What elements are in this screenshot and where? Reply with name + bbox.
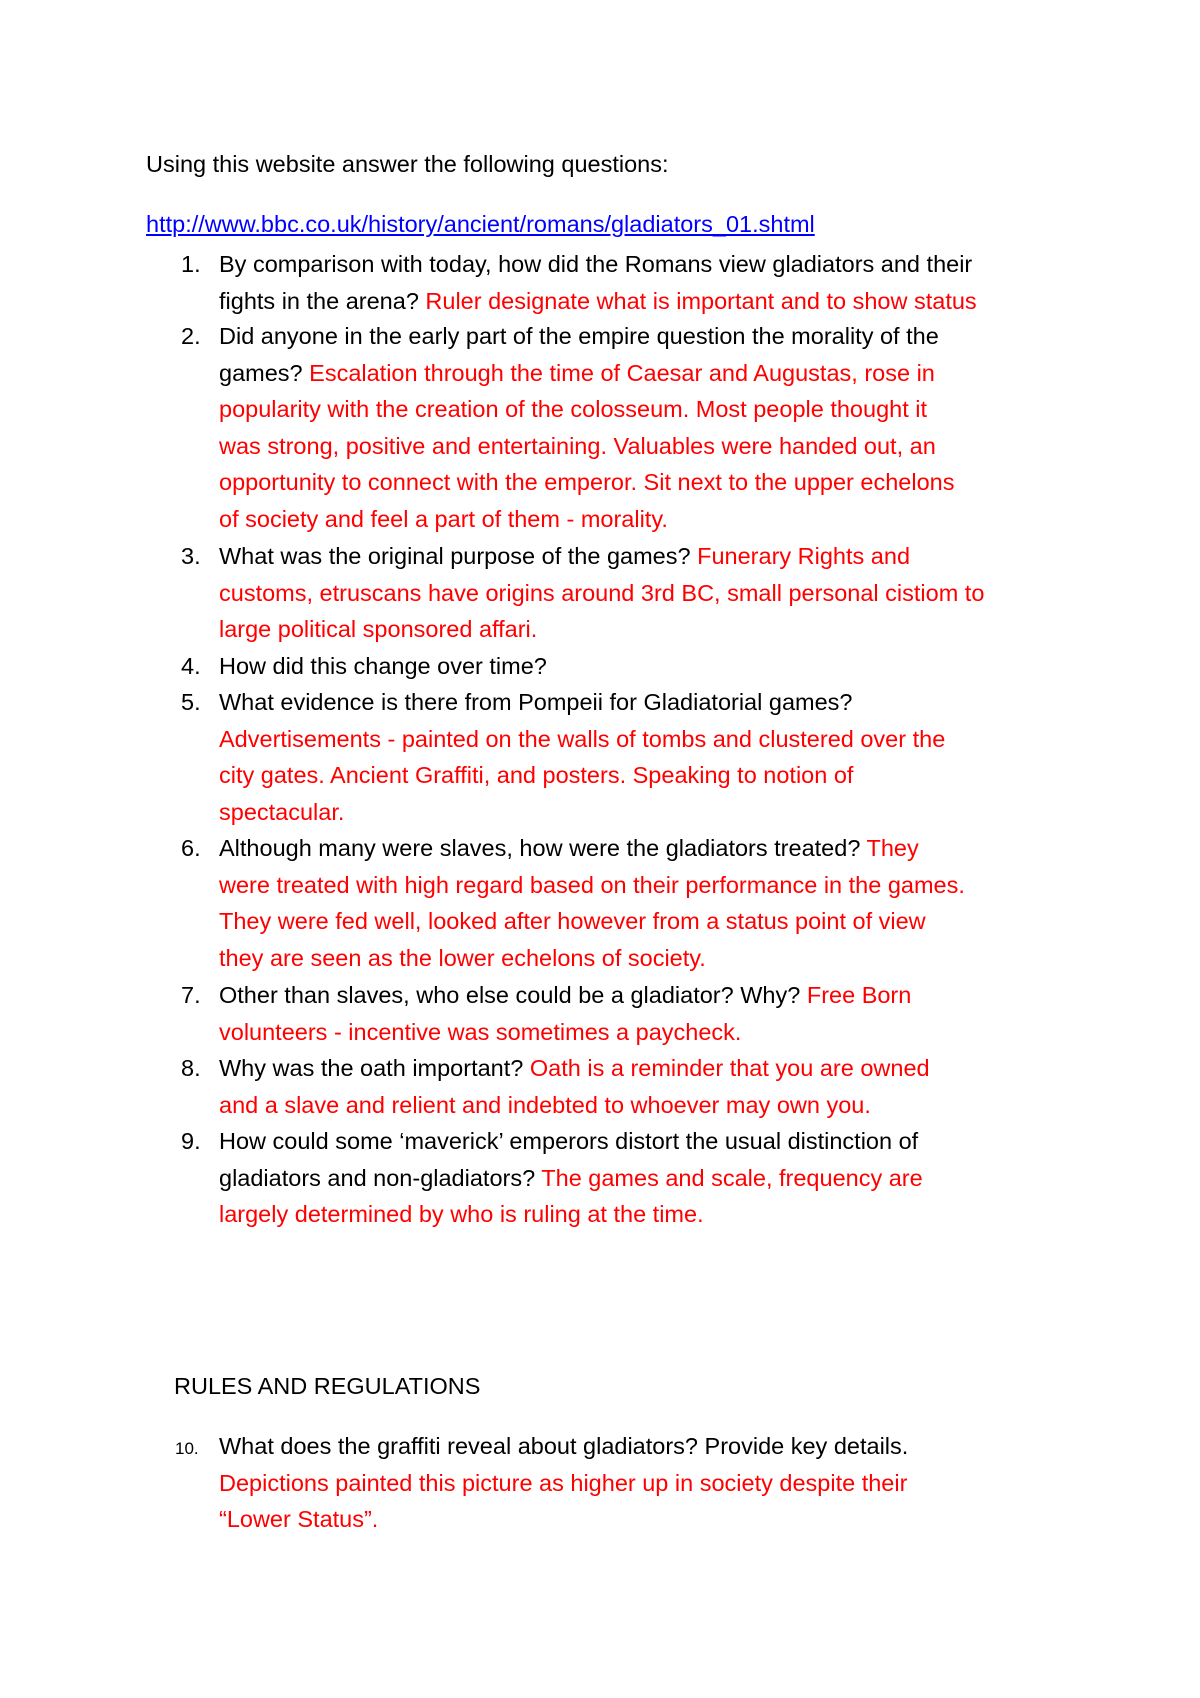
- answer-text: Depictions painted this picture as higher up in society despite their: [219, 1469, 908, 1496]
- question-line: [219, 286, 977, 316]
- intro-text: Using this website answer the following questions:: [146, 151, 669, 177]
- question-text: games?: [219, 359, 310, 386]
- question-number: 2.: [181, 323, 201, 349]
- question-line: [219, 541, 910, 571]
- question-line: [219, 687, 852, 717]
- answer-text: spectacular.: [219, 798, 345, 825]
- question-text: Why was the oath important?: [219, 1055, 530, 1081]
- question-line: [219, 1017, 741, 1047]
- question-text: Other than slaves, who else could be a gladiator? Why?: [219, 982, 807, 1008]
- source-link[interactable]: http://www.bbc.co.uk/history/ancient/romans/gladiators_01.shtml: [146, 211, 815, 237]
- question-number: 7.: [181, 982, 201, 1008]
- question-line: [219, 1163, 923, 1193]
- question-line: [219, 760, 853, 790]
- question-line: [219, 321, 939, 351]
- question-line: [219, 504, 668, 534]
- answer-text: was strong, positive and entertaining. Valuables were handed out, an: [219, 432, 936, 459]
- question-number: 6.: [181, 835, 201, 861]
- question-line: [219, 249, 972, 279]
- question-line: [219, 833, 919, 863]
- answer-text: Oath is a reminder that you are owned: [529, 1055, 930, 1081]
- question-line: [219, 906, 926, 936]
- answer-text: Advertisements - painted on the walls of tombs and clustered over the: [219, 725, 946, 752]
- question-number: 10.: [175, 1439, 199, 1458]
- question-number: 8.: [181, 1055, 201, 1081]
- question-text: Did anyone in the early part of the empire question the morality of the: [219, 323, 939, 349]
- answer-text: They: [866, 835, 919, 861]
- question-line: [219, 724, 945, 754]
- question-number: 3.: [181, 543, 201, 569]
- question-text: By comparison with today, how did the Romans view gladiators and their: [219, 251, 973, 277]
- question-line: [219, 578, 984, 608]
- question-line: [219, 1053, 930, 1083]
- question-number: 9.: [181, 1128, 201, 1154]
- question-line: [219, 797, 344, 827]
- answer-text: The games and scale, frequency are: [541, 1164, 923, 1191]
- question-line: [219, 1199, 704, 1229]
- answer-text: were treated with high regard based on their performance in the games.: [219, 871, 965, 898]
- answer-text: opportunity to connect with the emperor. Sit next to the upper echelons: [219, 469, 955, 496]
- answer-text: largely determined by who is ruling at the time.: [219, 1201, 704, 1228]
- answer-text: popularity with the creation of the colosseum. Most people thought it: [219, 396, 928, 423]
- answer-text: of society and feel a part of them - morality.: [219, 506, 668, 532]
- answer-text: they are seen as the lower echelons of society.: [219, 944, 706, 971]
- answer-text: Funerary Rights and: [697, 543, 911, 569]
- answer-text: large political sponsored affari.: [219, 616, 538, 643]
- question-number: 5.: [181, 689, 201, 715]
- question-text: fights in the arena?: [219, 287, 426, 314]
- answer-text: Free Born: [806, 982, 912, 1008]
- question-line: [219, 651, 547, 681]
- question-text: How did this change over time?: [219, 653, 547, 679]
- question-text: How could some ‘maverick’ emperors distort the usual distinction of: [219, 1128, 919, 1154]
- answer-text: volunteers - incentive was sometimes a paycheck.: [219, 1018, 742, 1045]
- question-line: [219, 431, 936, 461]
- question-line: [219, 358, 935, 388]
- question-line: [219, 943, 706, 973]
- question-text: gladiators and non-gladiators?: [219, 1164, 542, 1191]
- question-text: Although many were slaves, how were the gladiators treated?: [219, 835, 867, 861]
- answer-text: customs, etruscans have origins around 3rd BC, small personal cistiom to: [219, 579, 985, 606]
- question-number: 1.: [181, 251, 201, 277]
- question-text: What was the original purpose of the games?: [219, 543, 698, 569]
- question-line: [219, 1431, 908, 1461]
- question-line: [219, 980, 911, 1010]
- question-line: [219, 1468, 907, 1498]
- answer-text: Ruler designate what is important and to show status: [425, 287, 977, 314]
- question-text: What evidence is there from Pompeii for Gladiatorial games?: [219, 689, 853, 715]
- question-number: 4.: [181, 653, 201, 679]
- answer-text: city gates. Ancient Graffiti, and posters. Speaking to notion of: [219, 762, 854, 789]
- answer-text: “Lower Status”.: [219, 1506, 379, 1533]
- answer-text: Escalation through the time of Caesar and Augustas, rose in: [309, 359, 935, 386]
- answer-text: They were fed well, looked after however from a status point of view: [219, 908, 926, 935]
- question-line: [219, 394, 927, 424]
- question-line: [219, 870, 965, 900]
- question-line: [219, 1504, 378, 1534]
- question-line: [219, 1126, 918, 1156]
- answer-text: and a slave and relient and indebted to whoever may own you.: [219, 1091, 871, 1118]
- question-text: What does the graffiti reveal about gladiators? Provide key details.: [219, 1433, 909, 1459]
- section-heading: RULES AND REGULATIONS: [174, 1373, 481, 1399]
- question-line: [219, 467, 954, 497]
- question-line: [219, 1090, 871, 1120]
- question-line: [219, 614, 537, 644]
